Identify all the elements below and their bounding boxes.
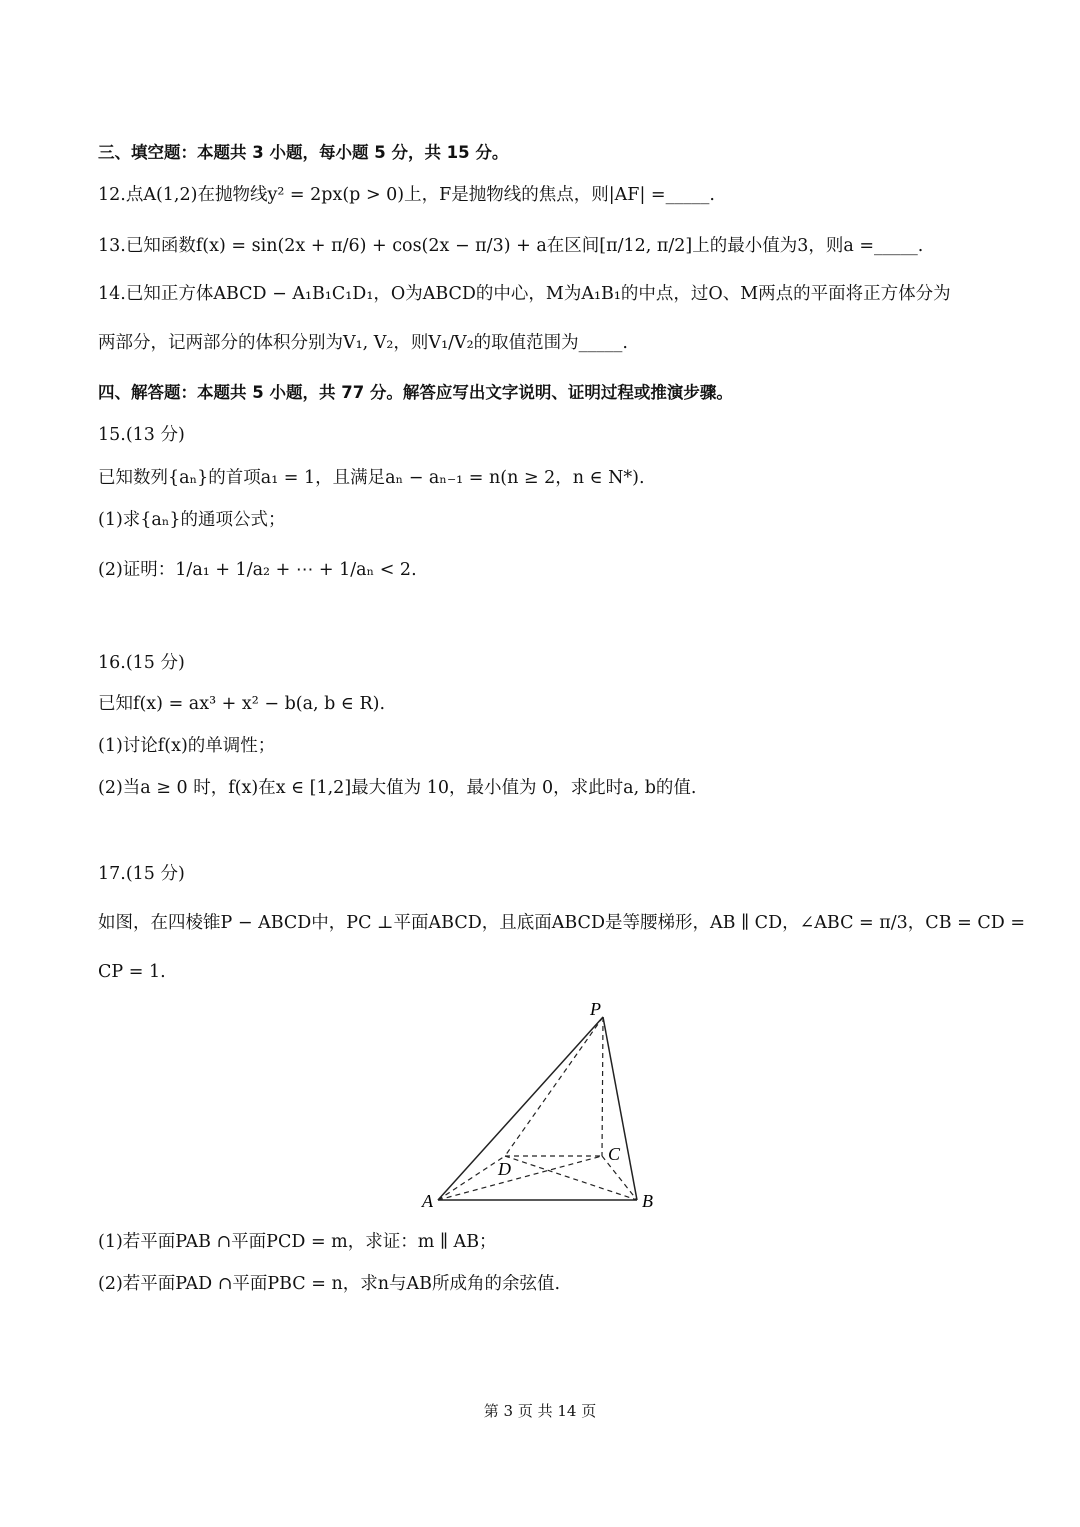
question-15-part2: (2)证明：1/a₁ + 1/a₂ + ⋯ + 1/aₙ < 2. [98,560,417,580]
question-14-line1: 14.已知正方体ABCD − A₁B₁C₁D₁，O为ABCD的中心，M为A₁B₁的中点，过O、M两点的平面将正方体分为 [98,284,951,304]
pyramid-figure [420,995,680,1215]
question-16-header: 16.(15 分) [98,653,185,673]
label-B: B [642,1191,653,1211]
question-16-part1: (1)讨论f(x)的单调性； [98,736,276,756]
section4-title: 四、解答题：本题共 5 小题，共 77 分。解答应写出文字说明、证明过程或推演步骤。 [98,383,733,402]
question-17-stem-line1: 如图，在四棱锥P − ABCD中，PC ⊥平面ABCD，且底面ABCD是等腰梯形，AB ∥ CD，∠ABC = π/3，CB = CD = [98,913,1025,933]
question-17-header: 17.(15 分) [98,864,185,884]
question-12: 12.点A(1,2)在抛物线y² = 2px(p > 0)上，F是抛物线的焦点，则|AF| =_____. [98,185,715,205]
edge-PA [438,1017,603,1200]
question-15-part1: (1)求{aₙ}的通项公式； [98,510,286,530]
edge-PD [505,1017,603,1156]
edge-PC [602,1017,603,1156]
question-15-header: 15.(13 分) [98,425,185,445]
section3-title: 三、填空题：本题共 3 小题，每小题 5 分，共 15 分。 [98,143,509,162]
edge-PB [603,1017,637,1200]
question-17-stem-line2: CP = 1. [98,962,166,982]
diag-AC [438,1156,602,1200]
label-P: P [590,999,601,1019]
label-A: A [422,1191,433,1211]
question-13: 13.已知函数f(x) = sin(2x + π/6) + cos(2x − π/3) + a在区间[π/12, π/2]上的最小值为3，则a =_____. [98,236,924,256]
page-footer: 第 3 页 共 14 页 [483,1402,597,1420]
question-17-part2: (2)若平面PAD ∩平面PBC = n，求n与AB所成角的余弦值. [98,1274,561,1294]
question-16-stem: 已知f(x) = ax³ + x² − b(a, b ∈ R). [98,694,386,714]
question-15-stem: 已知数列{aₙ}的首项a₁ = 1，且满足aₙ − aₙ₋₁ = n(n ≥ 2，n ∈ N*). [98,468,645,488]
question-16-part2: (2)当a ≥ 0 时，f(x)在x ∈ [1,2]最大值为 10，最小值为 0，求此时a, b的值. [98,778,697,798]
question-14-line2: 两部分，记两部分的体积分别为V₁, V₂，则V₁/V₂的取值范围为_____. [98,333,628,353]
label-C: C [608,1144,621,1164]
label-D: D [498,1159,511,1179]
question-17-part1: (1)若平面PAB ∩平面PCD = m，求证：m ∥ AB； [98,1232,497,1252]
